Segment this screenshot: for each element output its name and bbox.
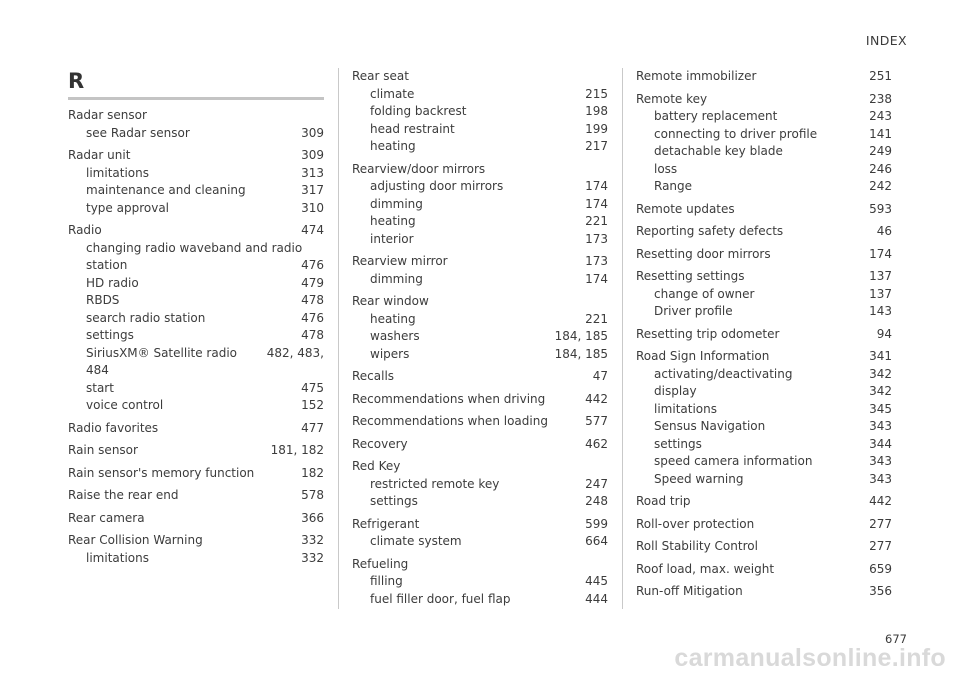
index-subterm: station [86,258,128,272]
index-subterm: fuel filler door, fuel flap [370,591,511,606]
index-entry [68,147,324,217]
index-term: Roll-over protection [636,516,755,531]
page-ref: 199 [585,121,608,136]
page-ref: 137 [869,269,892,283]
index-entry [636,561,892,579]
index-term: Recovery [352,436,408,451]
page-ref: 475 [301,380,324,395]
index-subterm: voice control [86,398,164,412]
page-ref: 478 [301,293,324,307]
page-ref: 94 [876,326,892,341]
page-ref: 476 [301,310,324,325]
index-term: Recommendations when loading [352,414,548,428]
page-ref: 356 [869,584,892,598]
index-subterm: heating [370,139,416,153]
page-ref: 366 [301,510,324,525]
index-subterm: detachable key blade [654,144,783,158]
index-subterm: settings [654,436,702,451]
page-ref: 238 [869,91,892,106]
index-term: Radio favorites [68,420,159,435]
index-term: Radio [68,223,102,237]
page-ref: 332 [301,533,324,547]
page-ref: 341 [869,349,892,363]
index-term: Refueling [352,556,409,571]
index-entry [352,556,608,609]
page-ref: 174 [585,179,608,193]
index-subterm: head restraint [370,121,455,136]
index-entry [352,293,608,363]
index-entry [352,516,608,551]
column-divider [622,68,623,609]
page-ref: 442 [869,494,892,508]
index-subterm: RBDS [86,293,120,307]
index-subterm: wipers [370,346,410,361]
page-ref: 477 [301,420,324,435]
index-entry [352,413,608,431]
index-term: Remote key [636,91,708,106]
page-ref: 221 [585,214,608,228]
page-ref: 479 [301,275,324,290]
index-term: Run-off Mitigation [636,584,743,598]
page-ref: 345 [869,401,892,416]
index-entry [636,348,892,488]
index-subterm: adjusting door mirrors [370,179,504,193]
index-term: Roll Stability Control [636,539,758,553]
index-subterm: climate system [370,534,462,548]
index-subterm: heating [370,311,416,326]
index-entry [636,583,892,601]
page-ref: 310 [301,200,324,215]
page-ref: 217 [585,139,608,153]
index-entry [352,436,608,454]
index-entry [68,107,324,142]
index-subterm: SiriusXM® Satellite radio [86,345,238,360]
page-ref: 248 [585,494,608,508]
page-ref: 343 [869,471,892,486]
section-letter-heading: R [68,69,85,93]
index-subterm: loss [654,161,678,176]
page-ref: 474 [301,223,324,237]
index-subterm: maintenance and cleaning [86,183,246,197]
page-ref: 313 [301,165,324,180]
page-ref: 462 [585,436,608,451]
page-ref: 173 [585,231,608,246]
page-ref: 593 [869,201,892,216]
index-entry [636,326,892,344]
index-subterm: see Radar sensor [86,125,190,140]
page-ref: 343 [869,419,892,433]
index-entry [352,391,608,409]
index-subterm: filling [370,574,403,588]
page-ref: 309 [301,148,324,162]
index-term: Rearview mirror [352,254,448,268]
index-entry [352,161,608,249]
page-ref: 309 [301,125,324,140]
index-term: Rear camera [68,510,145,525]
page-ref: 174 [869,246,892,261]
index-entry [68,222,324,415]
index-term: Rain sensor's memory function [68,465,255,480]
page-ref: 46 [876,224,892,238]
page-ref: 599 [585,516,608,531]
index-subterm: type approval [86,200,170,215]
page-ref: 181, 182 [270,443,324,457]
page-ref: 141 [869,126,892,141]
index-entry [68,532,324,567]
page-ref: 444 [585,591,608,606]
index-term: Refrigerant [352,516,420,531]
index-term: Radar unit [68,148,131,162]
index-subterm: dimming [370,196,423,211]
page-ref: 174 [585,196,608,211]
index-term: Rear seat [352,69,409,83]
index-subterm: battery replacement [654,109,778,123]
index-subterm: interior [370,231,414,246]
page-ref: 243 [869,109,892,123]
heading-rule [68,97,324,100]
index-entry [636,268,892,321]
index-entry [68,420,324,438]
index-column-1 [68,68,324,572]
page-ref: 344 [869,436,892,451]
index-subterm: change of owner [654,286,755,301]
index-entry [636,516,892,534]
index-subterm: climate [370,86,415,101]
watermark: carmanualsonline.info [674,644,946,672]
page-ref: 478 [301,328,324,342]
index-entry [68,487,324,505]
index-term: Resetting door mirrors [636,246,771,261]
index-term: Recommendations when driving [352,391,546,406]
page-ref: 246 [869,161,892,176]
page-ref: 342 [869,366,892,381]
page-ref: 277 [869,539,892,553]
page-ref: 317 [301,183,324,197]
page-ref: 152 [301,398,324,412]
index-subterm: Speed warning [654,471,744,486]
index-column-2 [352,68,608,613]
page-ref: 578 [301,488,324,502]
index-entry [68,465,324,483]
index-subterm: washers [370,329,420,343]
index-term: Resetting trip odometer [636,326,780,341]
page-ref: 221 [585,311,608,326]
page-ref: 247 [585,476,608,491]
index-term: Remote updates [636,201,735,216]
index-subterm: speed camera information [654,454,813,468]
page-ref: 251 [869,69,892,83]
index-entry [636,223,892,241]
page-ref: 342 [869,384,892,398]
index-term: Remote immobilizer [636,69,757,83]
page-ref: 174 [585,271,608,286]
index-subterm: heating [370,214,416,228]
page-ref: 442 [585,391,608,406]
index-term: Rearview/door mirrors [352,161,486,176]
index-entry [636,201,892,219]
page-ref: 445 [585,574,608,588]
index-subterm: connecting to driver profile [654,126,818,141]
index-term: Recalls [352,369,395,383]
index-entry [352,68,608,156]
index-entry [68,510,324,528]
index-entry [636,246,892,264]
page-ref: 47 [592,369,608,383]
index-entry [636,91,892,196]
index-subterm: display [654,384,697,398]
index-term: Rear window [352,294,429,308]
index-entry [636,538,892,556]
index-entry [352,253,608,288]
column-divider [338,68,339,609]
page-ref: 482, 483, [266,345,324,360]
index-entry [352,368,608,386]
page-ref: 215 [585,86,608,101]
page-ref: 143 [869,304,892,318]
page-ref: 184, 185 [554,329,608,343]
index-subterm: changing radio waveband and radio [86,240,303,255]
index-subterm: activating/deactivating [654,366,793,381]
page-ref: 659 [869,561,892,576]
page-ref: 242 [869,179,892,193]
page-ref: 343 [869,454,892,468]
index-subterm: start [86,380,114,395]
index-subterm: restricted remote key [370,476,500,491]
page-ref: 476 [301,258,324,272]
index-subterm: settings [370,494,418,508]
index-term: Road trip [636,494,691,508]
page-ref: 277 [869,516,892,531]
page-ref: 577 [585,414,608,428]
index-entry [636,68,892,86]
page-ref: 184, 185 [554,346,608,361]
index-term: Radar sensor [68,108,147,122]
page-ref: 332 [301,550,324,565]
index-subterm: Sensus Navigation [654,419,766,433]
page-ref: 664 [585,534,608,548]
index-subterm: HD radio [86,275,139,290]
index-term: Reporting safety defects [636,224,784,238]
index-subterm: folding backrest [370,104,467,118]
index-subterm: limitations [86,165,149,180]
index-subterm: settings [86,328,134,342]
index-term: Roof load, max. weight [636,561,775,576]
index-subterm: Range [654,179,693,193]
page-ref: 182 [301,465,324,480]
page-ref: 137 [869,286,892,301]
page-number: 677 [885,632,907,646]
index-term: Rear Collision Warning [68,533,203,547]
page-ref: 173 [585,254,608,268]
index-column-3 [636,68,892,606]
index-term: Raise the rear end [68,488,179,502]
page-ref: 484 [86,363,109,377]
index-entry [352,458,608,511]
page-ref: 249 [869,144,892,158]
index-subterm: Driver profile [654,304,733,318]
index-subterm: limitations [86,550,149,565]
index-subterm: search radio station [86,310,206,325]
page-header-title: INDEX [865,33,907,48]
page-ref: 198 [585,104,608,118]
index-term: Rain sensor [68,443,138,457]
index-term: Resetting settings [636,269,745,283]
index-entry [636,493,892,511]
index-entry [68,442,324,460]
index-subterm: dimming [370,271,423,286]
index-term: Red Key [352,459,401,473]
index-subterm: limitations [654,401,717,416]
index-term: Road Sign Information [636,349,770,363]
